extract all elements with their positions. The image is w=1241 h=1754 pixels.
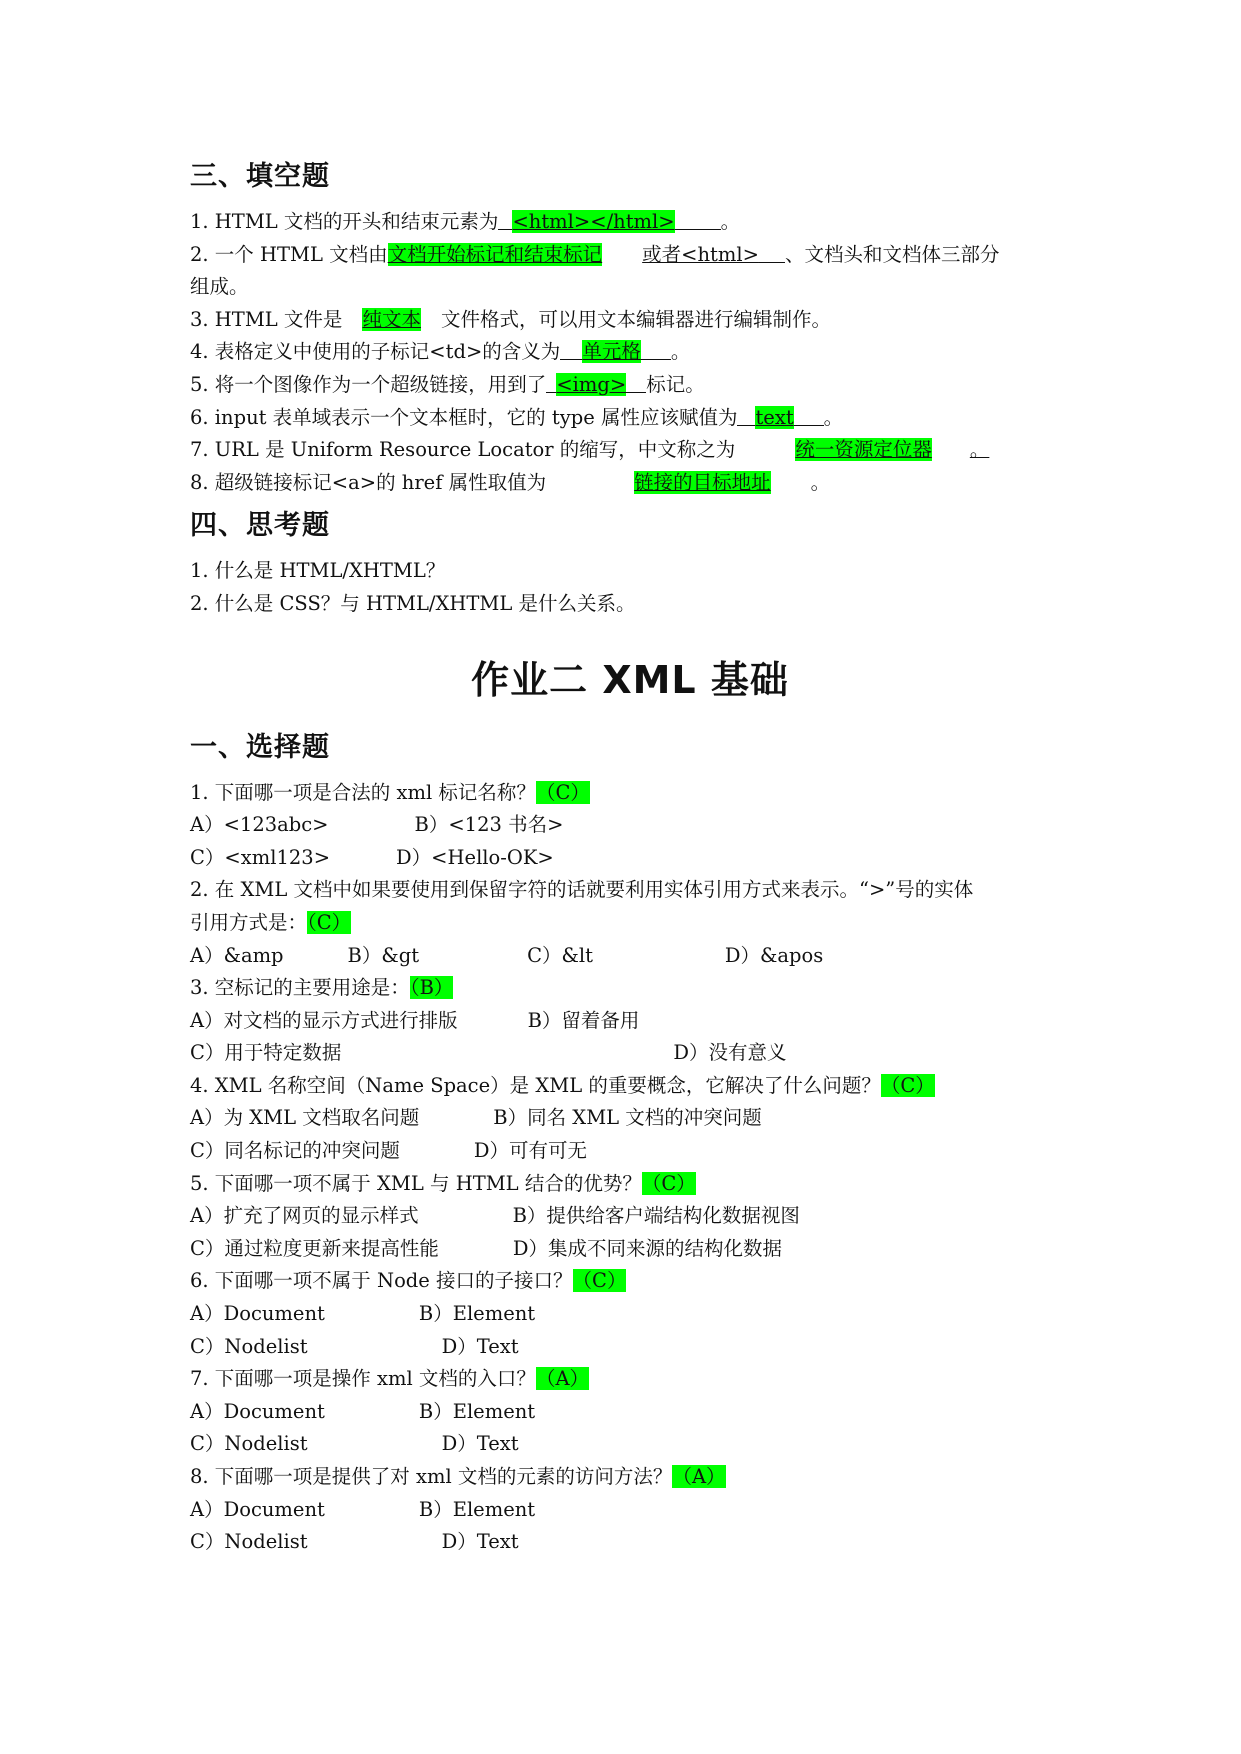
answer: （A） bbox=[535, 1367, 590, 1391]
answer: 纯文本 bbox=[362, 307, 421, 331]
thinking-heading: 四、思考题 bbox=[190, 510, 330, 542]
choice-q7-options-ab: A）Document B）Element bbox=[190, 1399, 536, 1423]
document-page bbox=[190, 158, 1070, 1559]
fill-q7: 7. URL 是 Uniform Resource Locator 的缩写，中文称之为 统一资源定位器 。 bbox=[190, 438, 990, 462]
choice-q2-options: A）&amp B）&gt C）&lt D）&apos bbox=[190, 943, 824, 967]
answer: <html></html> bbox=[512, 210, 675, 233]
answer: （C） bbox=[307, 910, 352, 934]
question-text: 5. 将一个图像作为一个超级链接，用到了 bbox=[190, 372, 547, 396]
answer: 统一资源定位器 bbox=[795, 438, 932, 462]
fill-q6: 6. input 表单域表示一个文本框时，它的 type 属性应该赋值为 text 。 bbox=[190, 402, 1070, 435]
choice-q2-cont: 引用方式是：（C） bbox=[190, 910, 352, 934]
question-text: 1. HTML 文档的开头和结束元素为 bbox=[190, 210, 499, 233]
question-text: 8. 超级链接标记<a>的 href 属性取值为 bbox=[190, 470, 547, 494]
answer: （C） bbox=[572, 1269, 627, 1293]
answer: <img> bbox=[556, 372, 627, 396]
answer-alt: 或者<html> bbox=[642, 242, 759, 266]
answer: （C） bbox=[641, 1171, 696, 1195]
choice-q7: 7. 下面哪一项是操作 xml 文档的入口？（A） bbox=[190, 1367, 590, 1391]
fill-blank-heading: 三、填空题 bbox=[190, 161, 330, 192]
choice-q7-options-cd: C）Nodelist D）Text bbox=[190, 1432, 519, 1456]
answer: 链接的目标地址 bbox=[634, 470, 771, 494]
fill-q1: 1. HTML 文档的开头和结束元素为 <html></html> 。 bbox=[190, 206, 1070, 239]
assignment-title: 作业二 XML 基础 bbox=[471, 657, 789, 702]
fill-q8: 8. 超级链接标记<a>的 href 属性取值为 链接的目标地址 。 bbox=[190, 470, 831, 494]
answer: text bbox=[755, 405, 794, 429]
answer: （C） bbox=[535, 780, 590, 804]
fill-q3: 3. HTML 文件是 纯文本 文件格式，可以用文本编辑器进行编辑制作。 bbox=[190, 307, 831, 331]
choice-q6-options-cd: C）Nodelist D）Text bbox=[190, 1334, 519, 1358]
fill-q4: 4. 表格定义中使用的子标记<td>的含义为 单元格 。 bbox=[190, 336, 1070, 369]
choice-q4-options-ab: A）为 XML 文档取名问题 B）同名 XML 文档的冲突问题 bbox=[190, 1106, 762, 1130]
question-text: 3. HTML 文件是 bbox=[190, 307, 343, 331]
question-text: 7. URL 是 Uniform Resource Locator 的缩写，中文称之为 bbox=[190, 438, 736, 462]
choice-heading: 一、选择题 bbox=[190, 731, 330, 763]
question-text: 2. 一个 HTML 文档由 bbox=[190, 242, 388, 266]
think-q1: 1. 什么是 HTML/XHTML？ bbox=[190, 559, 446, 583]
choice-q4-options-cd: C）同名标记的冲突问题 D）可有可无 bbox=[190, 1139, 588, 1163]
choice-q1: 1. 下面哪一项是合法的 xml 标记名称？（C） bbox=[190, 780, 590, 804]
choice-q5: 5. 下面哪一项不属于 XML 与 HTML 结合的优势？（C） bbox=[190, 1171, 696, 1195]
answer: （A） bbox=[672, 1465, 726, 1488]
choice-q8-options-ab: A）Document B）Element bbox=[190, 1497, 536, 1521]
fill-q2: 2. 一个 HTML 文档由文档开始标记和结束标记 或者<html> 、文档头和文档体三部分 bbox=[190, 239, 1070, 272]
choice-q8-options-cd: C）Nodelist D）Text bbox=[190, 1530, 519, 1554]
answer: 文档开始标记和结束标记 bbox=[387, 242, 603, 266]
choice-q6: 6. 下面哪一项不属于 Node 接口的子接口？（C） bbox=[190, 1269, 627, 1293]
choice-q3-options-ab: A）对文档的显示方式进行排版 B）留着备用 bbox=[190, 1008, 640, 1032]
fill-q2-cont: 组成。 bbox=[190, 275, 249, 299]
choice-q1-options-ab: A）<123abc> B）<123 书名> bbox=[190, 813, 564, 837]
choice-q8: 8. 下面哪一项是提供了对 xml 文档的元素的访问方法？（A） bbox=[190, 1465, 726, 1488]
answer: （C） bbox=[880, 1073, 935, 1097]
choice-q3: 3. 空标记的主要用途是：（B） bbox=[190, 976, 454, 1000]
fill-q5: 5. 将一个图像作为一个超级链接，用到了 <img> 标记。 bbox=[190, 369, 1070, 402]
choice-q4: 4. XML 名称空间（Name Space）是 XML 的重要概念，它解决了什么问题？（C） bbox=[190, 1073, 935, 1097]
question-text: 6. input 表单域表示一个文本框时，它的 type 属性应该赋值为 bbox=[190, 405, 738, 429]
choice-q2: 2. 在 XML 文档中如果要使用到保留字符的话就要利用实体引用方式来表示。“>”号的实体 bbox=[190, 878, 974, 902]
choice-q5-options-ab: A）扩充了网页的显示样式 B）提供给客户端结构化数据视图 bbox=[190, 1204, 800, 1228]
choice-q1-options-cd: C）<xml123> D）<Hello-OK> bbox=[190, 845, 554, 869]
question-text: 4. 表格定义中使用的子标记<td>的含义为 bbox=[190, 340, 561, 364]
answer: （B） bbox=[409, 976, 454, 1000]
think-q2: 2. 什么是 CSS？与 HTML/XHTML 是什么关系。 bbox=[190, 591, 636, 615]
choice-q6-options-ab: A）Document B）Element bbox=[190, 1302, 536, 1326]
choice-q5-options-cd: C）通过粒度更新来提高性能 D）集成不同来源的结构化数据 bbox=[190, 1236, 783, 1260]
choice-q3-options-cd: C）用于特定数据 D）没有意义 bbox=[190, 1041, 787, 1065]
answer: 单元格 bbox=[582, 340, 641, 364]
